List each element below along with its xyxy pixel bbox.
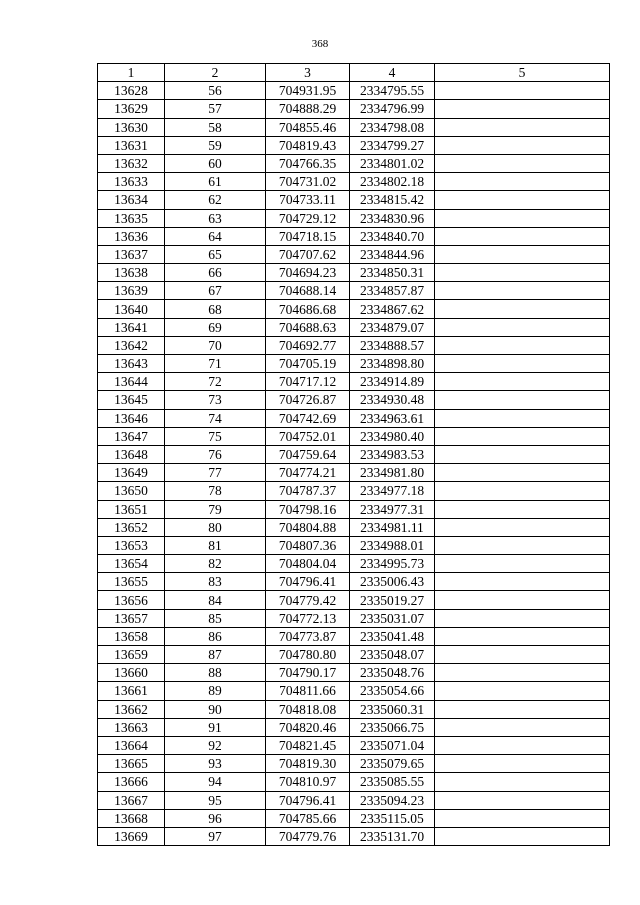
x-coordinate-cell: 704705.19 — [266, 355, 350, 373]
row-number-cell: 13640 — [98, 300, 165, 318]
note-cell — [435, 809, 610, 827]
y-coordinate-cell: 2334795.55 — [350, 82, 435, 100]
y-coordinate-cell: 2335079.65 — [350, 755, 435, 773]
table-row — [98, 336, 610, 354]
y-coordinate-cell: 2335019.27 — [350, 591, 435, 609]
note-cell — [435, 755, 610, 773]
table-row — [98, 245, 610, 263]
row-number-cell: 13645 — [98, 391, 165, 409]
table-row — [98, 755, 610, 773]
y-coordinate-cell: 2334850.31 — [350, 264, 435, 282]
point-number-cell: 88 — [165, 664, 266, 682]
row-number-cell: 13657 — [98, 609, 165, 627]
note-cell — [435, 427, 610, 445]
x-coordinate-cell: 704796.41 — [266, 791, 350, 809]
point-number-cell: 94 — [165, 773, 266, 791]
note-cell — [435, 646, 610, 664]
point-number-cell: 85 — [165, 609, 266, 627]
y-coordinate-cell: 2335071.04 — [350, 736, 435, 754]
y-coordinate-cell: 2335048.07 — [350, 646, 435, 664]
point-number-cell: 91 — [165, 718, 266, 736]
y-coordinate-cell: 2334977.18 — [350, 482, 435, 500]
x-coordinate-cell: 704773.87 — [266, 627, 350, 645]
row-number-cell: 13663 — [98, 718, 165, 736]
point-number-cell: 83 — [165, 573, 266, 591]
x-coordinate-cell: 704931.95 — [266, 82, 350, 100]
y-coordinate-cell: 2335094.23 — [350, 791, 435, 809]
row-number-cell: 13636 — [98, 227, 165, 245]
note-cell — [435, 391, 610, 409]
row-number-cell: 13652 — [98, 518, 165, 536]
x-coordinate-cell: 704779.42 — [266, 591, 350, 609]
note-cell — [435, 336, 610, 354]
row-number-cell: 13641 — [98, 318, 165, 336]
point-number-cell: 72 — [165, 373, 266, 391]
note-cell — [435, 682, 610, 700]
row-number-cell: 13650 — [98, 482, 165, 500]
table-row — [98, 591, 610, 609]
x-coordinate-cell: 704821.45 — [266, 736, 350, 754]
y-coordinate-cell: 2334815.42 — [350, 191, 435, 209]
y-coordinate-cell: 2335048.76 — [350, 664, 435, 682]
note-cell — [435, 409, 610, 427]
table-row — [98, 82, 610, 100]
row-number-cell: 13659 — [98, 646, 165, 664]
point-number-cell: 80 — [165, 518, 266, 536]
page-number: 368 — [311, 38, 329, 50]
table-row — [98, 500, 610, 518]
point-number-cell: 67 — [165, 282, 266, 300]
point-number-cell: 96 — [165, 809, 266, 827]
table-row — [98, 518, 610, 536]
table-row — [98, 536, 610, 554]
x-coordinate-cell: 704785.66 — [266, 809, 350, 827]
point-number-cell: 73 — [165, 391, 266, 409]
y-coordinate-cell: 2334798.08 — [350, 118, 435, 136]
point-number-cell: 81 — [165, 536, 266, 554]
point-number-cell: 93 — [165, 755, 266, 773]
row-number-cell: 13661 — [98, 682, 165, 700]
row-number-cell: 13654 — [98, 555, 165, 573]
x-coordinate-cell: 704731.02 — [266, 173, 350, 191]
row-number-cell: 13656 — [98, 591, 165, 609]
table-row — [98, 191, 610, 209]
row-number-cell: 13643 — [98, 355, 165, 373]
note-cell — [435, 536, 610, 554]
y-coordinate-cell: 2334898.80 — [350, 355, 435, 373]
table-row — [98, 809, 610, 827]
note-cell — [435, 373, 610, 391]
x-coordinate-cell: 704810.97 — [266, 773, 350, 791]
x-coordinate-cell: 704759.64 — [266, 445, 350, 463]
x-coordinate-cell: 704780.80 — [266, 646, 350, 664]
y-coordinate-cell: 2334995.73 — [350, 555, 435, 573]
y-coordinate-cell: 2335041.48 — [350, 627, 435, 645]
point-number-cell: 59 — [165, 136, 266, 154]
y-coordinate-cell: 2334879.07 — [350, 318, 435, 336]
note-cell — [435, 791, 610, 809]
column-header-1: 1 — [98, 64, 165, 82]
coordinates-table — [97, 63, 610, 846]
x-coordinate-cell: 704688.63 — [266, 318, 350, 336]
point-number-cell: 66 — [165, 264, 266, 282]
table-row — [98, 318, 610, 336]
table-row — [98, 609, 610, 627]
note-cell — [435, 464, 610, 482]
table-row — [98, 718, 610, 736]
x-coordinate-cell: 704717.12 — [266, 373, 350, 391]
row-number-cell: 13635 — [98, 209, 165, 227]
y-coordinate-cell: 2335031.07 — [350, 609, 435, 627]
note-cell — [435, 555, 610, 573]
point-number-cell: 60 — [165, 154, 266, 172]
note-cell — [435, 282, 610, 300]
x-coordinate-cell: 704772.13 — [266, 609, 350, 627]
note-cell — [435, 591, 610, 609]
point-number-cell: 74 — [165, 409, 266, 427]
y-coordinate-cell: 2335054.66 — [350, 682, 435, 700]
note-cell — [435, 736, 610, 754]
row-number-cell: 13667 — [98, 791, 165, 809]
note-cell — [435, 627, 610, 645]
table-row — [98, 209, 610, 227]
y-coordinate-cell: 2334799.27 — [350, 136, 435, 154]
point-number-cell: 70 — [165, 336, 266, 354]
note-cell — [435, 500, 610, 518]
point-number-cell: 78 — [165, 482, 266, 500]
note-cell — [435, 518, 610, 536]
row-number-cell: 13637 — [98, 245, 165, 263]
point-number-cell: 87 — [165, 646, 266, 664]
row-number-cell: 13633 — [98, 173, 165, 191]
point-number-cell: 89 — [165, 682, 266, 700]
note-cell — [435, 154, 610, 172]
point-number-cell: 71 — [165, 355, 266, 373]
note-cell — [435, 773, 610, 791]
x-coordinate-cell: 704820.46 — [266, 718, 350, 736]
x-coordinate-cell: 704779.76 — [266, 827, 350, 845]
point-number-cell: 65 — [165, 245, 266, 263]
table-row — [98, 427, 610, 445]
y-coordinate-cell: 2334830.96 — [350, 209, 435, 227]
y-coordinate-cell: 2335066.75 — [350, 718, 435, 736]
x-coordinate-cell: 704688.14 — [266, 282, 350, 300]
y-coordinate-cell: 2334983.53 — [350, 445, 435, 463]
point-number-cell: 58 — [165, 118, 266, 136]
note-cell — [435, 318, 610, 336]
x-coordinate-cell: 704796.41 — [266, 573, 350, 591]
point-number-cell: 63 — [165, 209, 266, 227]
y-coordinate-cell: 2334840.70 — [350, 227, 435, 245]
row-number-cell: 13649 — [98, 464, 165, 482]
note-cell — [435, 227, 610, 245]
x-coordinate-cell: 704729.12 — [266, 209, 350, 227]
table-row — [98, 264, 610, 282]
point-number-cell: 57 — [165, 100, 266, 118]
x-coordinate-cell: 704819.43 — [266, 136, 350, 154]
table-row — [98, 118, 610, 136]
y-coordinate-cell: 2334914.89 — [350, 373, 435, 391]
point-number-cell: 82 — [165, 555, 266, 573]
y-coordinate-cell: 2335131.70 — [350, 827, 435, 845]
x-coordinate-cell: 704811.66 — [266, 682, 350, 700]
note-cell — [435, 173, 610, 191]
y-coordinate-cell: 2334796.99 — [350, 100, 435, 118]
note-cell — [435, 264, 610, 282]
note-cell — [435, 82, 610, 100]
table-row — [98, 464, 610, 482]
x-coordinate-cell: 704726.87 — [266, 391, 350, 409]
table-row — [98, 773, 610, 791]
row-number-cell: 13651 — [98, 500, 165, 518]
table-row — [98, 700, 610, 718]
table-body — [98, 82, 610, 846]
table-row — [98, 282, 610, 300]
point-number-cell: 61 — [165, 173, 266, 191]
table-row — [98, 391, 610, 409]
y-coordinate-cell: 2334977.31 — [350, 500, 435, 518]
table-row — [98, 373, 610, 391]
x-coordinate-cell: 704819.30 — [266, 755, 350, 773]
x-coordinate-cell: 704804.88 — [266, 518, 350, 536]
row-number-cell: 13632 — [98, 154, 165, 172]
x-coordinate-cell: 704818.08 — [266, 700, 350, 718]
y-coordinate-cell: 2334857.87 — [350, 282, 435, 300]
x-coordinate-cell: 704707.62 — [266, 245, 350, 263]
table-header — [98, 64, 610, 82]
note-cell — [435, 191, 610, 209]
point-number-cell: 64 — [165, 227, 266, 245]
row-number-cell: 13629 — [98, 100, 165, 118]
header-row — [98, 64, 610, 82]
table-row — [98, 573, 610, 591]
row-number-cell: 13658 — [98, 627, 165, 645]
column-header-5: 5 — [435, 64, 610, 82]
row-number-cell: 13646 — [98, 409, 165, 427]
table-row — [98, 736, 610, 754]
table-row — [98, 355, 610, 373]
note-cell — [435, 300, 610, 318]
row-number-cell: 13666 — [98, 773, 165, 791]
row-number-cell: 13642 — [98, 336, 165, 354]
x-coordinate-cell: 704692.77 — [266, 336, 350, 354]
point-number-cell: 90 — [165, 700, 266, 718]
point-number-cell: 95 — [165, 791, 266, 809]
note-cell — [435, 482, 610, 500]
y-coordinate-cell: 2335085.55 — [350, 773, 435, 791]
x-coordinate-cell: 704766.35 — [266, 154, 350, 172]
y-coordinate-cell: 2334980.40 — [350, 427, 435, 445]
x-coordinate-cell: 704686.68 — [266, 300, 350, 318]
x-coordinate-cell: 704807.36 — [266, 536, 350, 554]
table-row — [98, 827, 610, 845]
row-number-cell: 13648 — [98, 445, 165, 463]
x-coordinate-cell: 704752.01 — [266, 427, 350, 445]
y-coordinate-cell: 2334801.02 — [350, 154, 435, 172]
x-coordinate-cell: 704888.29 — [266, 100, 350, 118]
row-number-cell: 13655 — [98, 573, 165, 591]
table-row — [98, 682, 610, 700]
x-coordinate-cell: 704742.69 — [266, 409, 350, 427]
table-row — [98, 409, 610, 427]
table-row — [98, 445, 610, 463]
note-cell — [435, 245, 610, 263]
y-coordinate-cell: 2334930.48 — [350, 391, 435, 409]
y-coordinate-cell: 2334981.80 — [350, 464, 435, 482]
x-coordinate-cell: 704694.23 — [266, 264, 350, 282]
table-row — [98, 100, 610, 118]
note-cell — [435, 209, 610, 227]
point-number-cell: 77 — [165, 464, 266, 482]
row-number-cell: 13639 — [98, 282, 165, 300]
row-number-cell: 13638 — [98, 264, 165, 282]
y-coordinate-cell: 2335115.05 — [350, 809, 435, 827]
point-number-cell: 62 — [165, 191, 266, 209]
note-cell — [435, 827, 610, 845]
y-coordinate-cell: 2335006.43 — [350, 573, 435, 591]
point-number-cell: 86 — [165, 627, 266, 645]
note-cell — [435, 609, 610, 627]
table-row — [98, 173, 610, 191]
x-coordinate-cell: 704787.37 — [266, 482, 350, 500]
table-row — [98, 646, 610, 664]
column-header-4: 4 — [350, 64, 435, 82]
x-coordinate-cell: 704855.46 — [266, 118, 350, 136]
point-number-cell: 75 — [165, 427, 266, 445]
row-number-cell: 13644 — [98, 373, 165, 391]
table-row — [98, 227, 610, 245]
row-number-cell: 13634 — [98, 191, 165, 209]
note-cell — [435, 664, 610, 682]
x-coordinate-cell: 704718.15 — [266, 227, 350, 245]
row-number-cell: 13631 — [98, 136, 165, 154]
table-row — [98, 555, 610, 573]
row-number-cell: 13628 — [98, 82, 165, 100]
table-row — [98, 664, 610, 682]
note-cell — [435, 445, 610, 463]
table-row — [98, 136, 610, 154]
point-number-cell: 68 — [165, 300, 266, 318]
point-number-cell: 76 — [165, 445, 266, 463]
row-number-cell: 13660 — [98, 664, 165, 682]
note-cell — [435, 573, 610, 591]
note-cell — [435, 118, 610, 136]
x-coordinate-cell: 704733.11 — [266, 191, 350, 209]
y-coordinate-cell: 2334844.96 — [350, 245, 435, 263]
y-coordinate-cell: 2334981.11 — [350, 518, 435, 536]
y-coordinate-cell: 2334963.61 — [350, 409, 435, 427]
table-row — [98, 627, 610, 645]
y-coordinate-cell: 2334867.62 — [350, 300, 435, 318]
row-number-cell: 13669 — [98, 827, 165, 845]
row-number-cell: 13647 — [98, 427, 165, 445]
row-number-cell: 13668 — [98, 809, 165, 827]
row-number-cell: 13665 — [98, 755, 165, 773]
column-header-3: 3 — [266, 64, 350, 82]
y-coordinate-cell: 2334888.57 — [350, 336, 435, 354]
point-number-cell: 97 — [165, 827, 266, 845]
row-number-cell: 13662 — [98, 700, 165, 718]
table-row — [98, 300, 610, 318]
y-coordinate-cell: 2334802.18 — [350, 173, 435, 191]
point-number-cell: 69 — [165, 318, 266, 336]
table-row — [98, 154, 610, 172]
row-number-cell: 13630 — [98, 118, 165, 136]
note-cell — [435, 718, 610, 736]
note-cell — [435, 700, 610, 718]
x-coordinate-cell: 704798.16 — [266, 500, 350, 518]
note-cell — [435, 100, 610, 118]
y-coordinate-cell: 2335060.31 — [350, 700, 435, 718]
note-cell — [435, 355, 610, 373]
row-number-cell: 13653 — [98, 536, 165, 554]
x-coordinate-cell: 704774.21 — [266, 464, 350, 482]
point-number-cell: 92 — [165, 736, 266, 754]
table-row — [98, 482, 610, 500]
x-coordinate-cell: 704804.04 — [266, 555, 350, 573]
point-number-cell: 84 — [165, 591, 266, 609]
row-number-cell: 13664 — [98, 736, 165, 754]
table-row — [98, 791, 610, 809]
x-coordinate-cell: 704790.17 — [266, 664, 350, 682]
note-cell — [435, 136, 610, 154]
point-number-cell: 56 — [165, 82, 266, 100]
y-coordinate-cell: 2334988.01 — [350, 536, 435, 554]
point-number-cell: 79 — [165, 500, 266, 518]
column-header-2: 2 — [165, 64, 266, 82]
